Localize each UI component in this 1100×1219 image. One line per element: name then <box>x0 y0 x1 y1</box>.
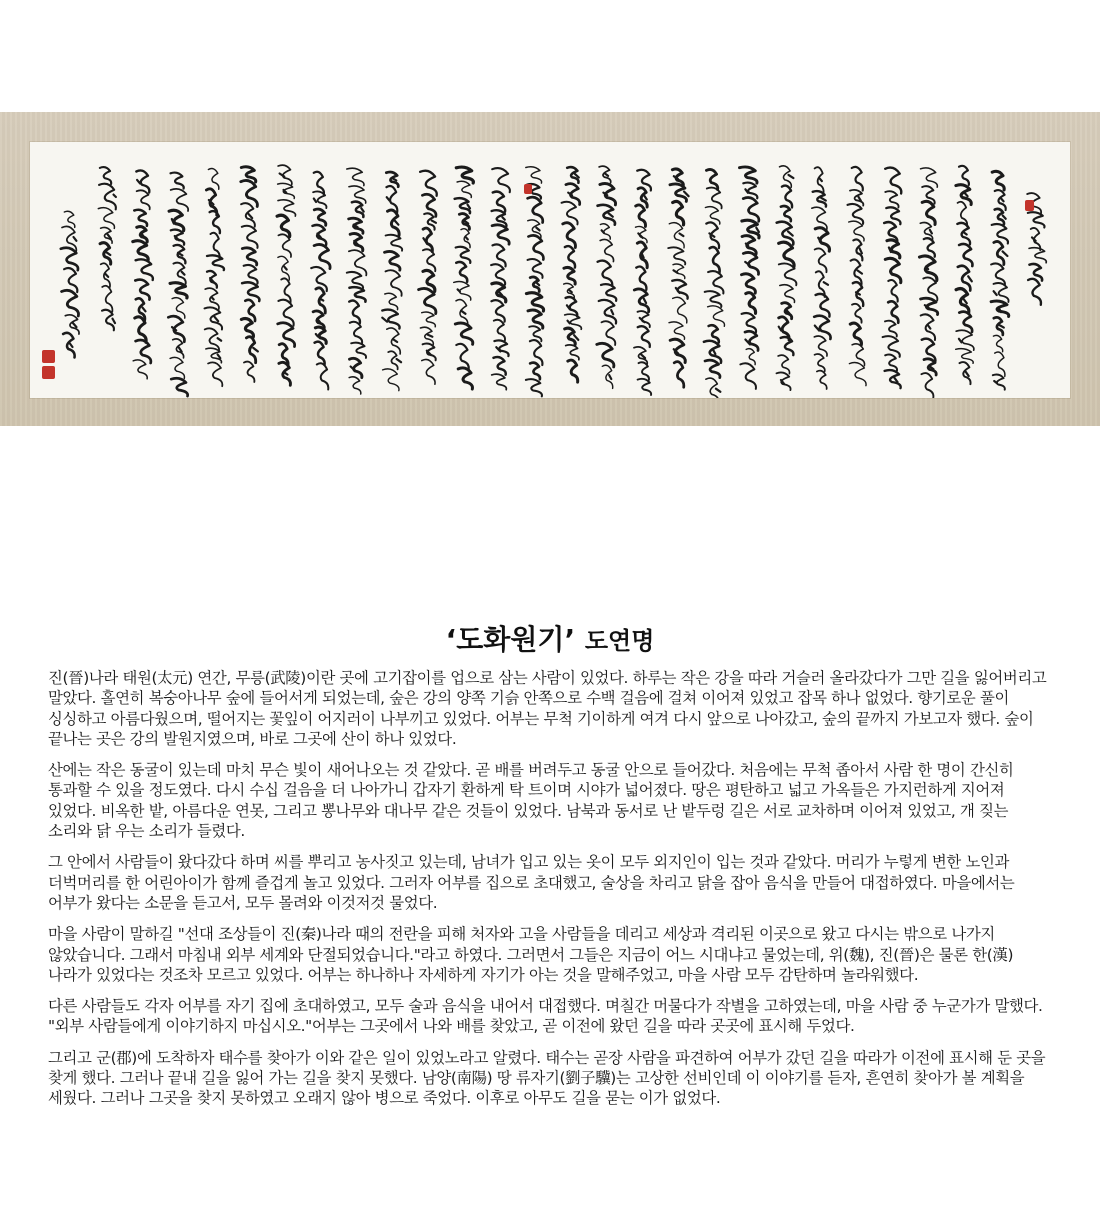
brush-glyph <box>814 336 827 356</box>
brush-glyph <box>816 294 830 317</box>
brush-glyph <box>597 343 614 367</box>
brush-dot <box>609 213 613 216</box>
brush-glyph <box>708 306 725 326</box>
paragraph: 산에는 작은 동굴이 있는데 마치 무슨 빛이 새어나오는 것 같았다. 곧 배를 버려두고 동굴 안으로 들어갔다. 처음에는 무척 좁아서 사람 한 명이 간신히 통과할 수 있을 정도였다. 다시 수십 걸음을 더 나아가니 갑자기 환하게 탁 트이며 시야가 넓어졌다. 땅은 평탄하고 넓고 가옥들은 가지런하게 지어져 있었다. 비옥한 밭, 아름다운 연못, 그리고 뽕나무와 대나무 같은 것들이 있었다. 남북과 동서로 난 밭두렁 길은 서로 교차하며 이어져 있었고, 개 짖는 소리와 닭 우는 소리가 들렸다. <box>48 761 1014 841</box>
brush-dot <box>284 372 288 374</box>
brush-glyph <box>956 349 974 364</box>
brush-glyph <box>673 297 687 323</box>
brush-dot <box>645 196 647 199</box>
brush-dot <box>536 228 539 231</box>
brush-glyph <box>1029 248 1046 263</box>
brush-glyph <box>64 211 75 227</box>
brush-dot <box>382 318 387 322</box>
brush-dot <box>965 193 968 196</box>
brush-glyph <box>779 263 797 285</box>
brush-dot <box>114 195 116 197</box>
seal-stamp-top <box>1025 200 1034 211</box>
brush-glyph <box>599 300 616 324</box>
brush-glyph <box>674 362 684 388</box>
brush-glyph <box>922 201 935 224</box>
brush-glyph <box>639 362 650 380</box>
brush-glyph <box>278 234 291 257</box>
brush-glyph <box>492 168 510 192</box>
brush-dot <box>218 355 221 359</box>
brush-dot <box>641 354 645 358</box>
brush-glyph <box>959 244 972 266</box>
brush-glyph <box>455 323 473 344</box>
brush-glyph <box>419 288 436 313</box>
brush-glyph <box>208 169 218 190</box>
brush-glyph <box>673 201 684 225</box>
brush-glyph <box>956 289 969 313</box>
brush-glyph <box>526 293 543 311</box>
brush-glyph <box>780 285 795 303</box>
brush-glyph <box>63 333 75 358</box>
article-heading <box>0 618 1100 658</box>
brush-glyph <box>742 274 756 293</box>
brush-dot <box>611 310 613 314</box>
brush-dot <box>253 348 257 352</box>
brush-dot <box>105 273 108 277</box>
brush-dot <box>218 338 222 341</box>
brush-dot <box>395 221 398 225</box>
brush-dot <box>502 217 504 220</box>
brush-glyph <box>171 189 189 211</box>
brush-glyph <box>133 241 148 261</box>
brush-dot <box>361 208 363 211</box>
brush-dot <box>432 220 436 222</box>
brush-glyph <box>600 183 616 204</box>
brush-glyph <box>135 317 146 343</box>
brush-dot <box>113 319 116 324</box>
brush-glyph <box>602 321 616 345</box>
brush-glyph <box>386 270 402 296</box>
brush-glyph <box>458 368 472 389</box>
brush-glyph <box>351 343 366 358</box>
brush-glyph <box>778 355 789 374</box>
brush-dot <box>964 299 967 303</box>
brush-dot <box>465 237 467 240</box>
brush-dot <box>316 334 318 336</box>
brush-dot <box>1001 199 1003 202</box>
brush-glyph <box>529 326 541 341</box>
brush-glyph <box>563 223 576 248</box>
brush-glyph <box>883 336 900 357</box>
brush-glyph <box>746 349 755 365</box>
brush-glyph <box>207 255 224 270</box>
paragraph: 다른 사람들도 각자 어부를 자기 집에 초대하였고, 모두 술과 음식을 내어서 대접했다. 며칠간 머물다가 작별을 고하였는데, 마을 사람 중 누군가가 말했다. "외부 사람들에게 이야기하지 마십시오."어부는 그곳에서 나와 배를 찾았고, 곧 이전에 왔던 길을 따라 곳곳에 표시해 두었다. <box>48 997 1043 1036</box>
brush-dot <box>968 276 972 281</box>
article-title: ‘도화원기’ <box>445 623 576 656</box>
brush-dot <box>1003 216 1006 219</box>
brush-dot <box>684 192 689 197</box>
brush-glyph <box>242 248 256 265</box>
brush-dot <box>994 381 997 383</box>
brush-glyph <box>852 167 863 191</box>
brush-glyph <box>995 190 1006 210</box>
brush-glyph <box>1028 279 1041 305</box>
brush-glyph <box>347 168 364 185</box>
brush-dot <box>574 335 578 340</box>
brush-glyph <box>171 173 184 189</box>
brush-glyph <box>817 371 827 389</box>
brush-glyph <box>746 293 756 314</box>
brush-glyph <box>921 298 938 314</box>
paragraph: 진(晉)나라 태원(太元) 연간, 무릉(武陵)이란 곳에 고기잡이를 업으로 삼는 사람이 있었다. 하루는 작은 강을 따라 거슬러 올라갔다가 그만 길을 잃어버리고 말았다. 홀연히 복숭아나무 숲에 들어서게 되었는데, 숲은 강의 양쪽 기슭 안쪽으로 수백 걸음에 걸쳐 이어져 있었고 잡목 하나 없었다. 향기로운 풀이 싱싱하고 아름다웠으며, 떨어지는 꽃잎이 어지러이 나부끼고 있었다. 어부는 무척 기이하게 여겨 다시 앞으로 나아갔고, 숲의 끝까지 가보고자 했다. 숲이 끝나는 곳은 강의 발원지였으며, 바로 그곳에 산이 하나 있었다. <box>48 669 1047 748</box>
brush-dot <box>428 335 433 337</box>
brush-glyph <box>526 167 542 183</box>
brush-glyph <box>921 314 935 340</box>
brush-glyph <box>493 192 505 212</box>
brush-glyph <box>530 363 540 380</box>
brush-glyph <box>565 328 576 345</box>
brush-dot <box>994 291 997 295</box>
brush-glyph <box>171 378 187 396</box>
brush-dot <box>569 290 572 293</box>
brush-dot <box>928 325 930 328</box>
brush-glyph <box>600 239 613 261</box>
brush-glyph <box>781 206 791 221</box>
brush-glyph <box>601 284 616 301</box>
brush-glyph <box>888 280 897 302</box>
article-author: 도연명 <box>584 627 655 655</box>
brush-dot <box>680 234 684 237</box>
brush-dot <box>605 173 609 176</box>
brush-glyph <box>314 209 326 225</box>
brush-glyph <box>636 226 648 242</box>
brush-glyph <box>349 301 360 324</box>
brush-glyph <box>636 205 646 227</box>
brush-glyph <box>598 205 615 225</box>
calligraphy-scroll-photo <box>0 112 1100 426</box>
brush-dot <box>468 205 471 209</box>
brush-glyph <box>566 345 579 360</box>
brush-dot <box>387 197 390 200</box>
brush-dot <box>820 178 822 181</box>
brush-glyph <box>61 248 78 270</box>
brush-glyph <box>742 313 756 332</box>
brush-glyph <box>634 289 648 312</box>
brush-glyph <box>562 202 578 225</box>
brush-dot <box>713 350 715 354</box>
seal-stamp-bottom-1 <box>42 350 55 363</box>
brush-dot <box>644 299 646 303</box>
brush-glyph <box>242 226 258 248</box>
brush-glyph <box>100 167 111 184</box>
brush-glyph <box>494 320 505 341</box>
brush-glyph <box>102 286 112 312</box>
brush-glyph <box>992 224 1008 244</box>
brush-glyph <box>456 167 473 183</box>
brush-glyph <box>168 316 184 342</box>
brush-glyph <box>885 168 901 194</box>
brush-dot <box>568 321 570 324</box>
brush-glyph <box>350 322 362 344</box>
brush-dot <box>461 311 465 314</box>
brush-glyph <box>1028 212 1045 227</box>
brush-glyph <box>638 326 650 347</box>
brush-glyph <box>491 300 504 322</box>
brush-glyph <box>205 307 223 329</box>
brush-glyph <box>992 171 1004 190</box>
brush-glyph <box>134 210 147 226</box>
brush-dot <box>638 233 642 237</box>
brush-dot <box>248 213 252 218</box>
brush-glyph <box>385 293 398 309</box>
brush-glyph <box>277 215 290 237</box>
brush-dot <box>212 297 214 299</box>
brush-glyph <box>782 186 792 208</box>
brush-dot <box>609 375 611 379</box>
brush-glyph <box>959 166 969 185</box>
brush-glyph <box>528 235 543 259</box>
brush-glyph <box>995 352 1005 376</box>
brush-dot <box>756 228 759 232</box>
brush-glyph <box>849 221 864 241</box>
brush-glyph <box>850 323 861 345</box>
brush-glyph <box>885 370 901 388</box>
brush-dot <box>70 343 73 347</box>
brush-glyph <box>64 268 77 292</box>
brush-glyph <box>705 360 720 377</box>
brush-glyph <box>565 246 575 268</box>
brush-glyph <box>98 208 114 229</box>
brush-glyph <box>278 256 289 280</box>
brush-glyph <box>457 181 471 197</box>
brush-dot <box>284 266 287 269</box>
brush-glyph <box>62 290 79 316</box>
brush-glyph <box>492 225 509 244</box>
brush-glyph <box>706 169 717 189</box>
paragraph: 마을 사람이 말하길 "선대 조상들이 진(秦)나라 때의 전란을 피해 처자와 고을 사람들을 데리고 세상과 격리된 이곳으로 왔고 다시는 밖으로 나가지 않았습니다. 그래서 마침내 외부 세계와 단절되었습니다."라고 하였다. 그러면서 그들은 지금이 어느 시대냐고 물었는데, 위(魏), 진(晉)은 물론 한(漢)나라가 있었다는 것조차 모르고 있었다. 어부는 하나하나 자세하게 자기가 아는 것을 말해주었고, 마을 사람 모두 감탄하며 놀라워했다. <box>48 925 1014 984</box>
brush-glyph <box>456 262 467 282</box>
brush-glyph <box>781 337 794 355</box>
brush-glyph <box>710 247 720 272</box>
brush-glyph <box>707 188 722 209</box>
brush-glyph <box>241 319 253 337</box>
brush-glyph <box>924 238 935 256</box>
brush-glyph <box>388 351 397 369</box>
brush-dot <box>314 199 316 203</box>
brush-glyph <box>740 167 758 183</box>
brush-glyph <box>528 310 543 328</box>
brush-glyph <box>668 247 685 264</box>
brush-glyph <box>960 362 971 384</box>
brush-glyph <box>672 280 687 299</box>
brush-glyph <box>385 251 400 270</box>
brush-glyph <box>528 197 543 222</box>
brush-glyph <box>885 191 898 207</box>
brush-glyph <box>812 207 827 229</box>
brush-glyph <box>317 363 329 389</box>
brush-glyph <box>528 259 543 278</box>
brush-dot <box>393 339 397 342</box>
brush-glyph <box>314 244 330 268</box>
brush-dot <box>860 248 862 253</box>
brush-dot <box>143 308 146 312</box>
brush-dot <box>182 272 185 275</box>
brush-glyph <box>885 258 901 282</box>
brush-dot <box>779 327 782 331</box>
brush-dot <box>716 389 721 392</box>
brush-glyph <box>133 360 147 379</box>
brush-dot <box>137 180 140 184</box>
calligraphy-paper <box>30 142 1070 398</box>
brush-dot <box>789 175 794 178</box>
brush-dot <box>393 178 397 180</box>
brush-dot <box>821 198 826 201</box>
brush-glyph <box>422 359 435 384</box>
brush-glyph <box>349 377 361 394</box>
brush-glyph <box>101 227 113 243</box>
calligraphy-ink-strokes <box>30 142 1070 398</box>
brush-glyph <box>137 190 150 209</box>
brush-glyph <box>636 266 646 289</box>
paragraph: 그리고 군(郡)에 도착하자 태수를 찾아가 이와 같은 일이 있었노라고 알렸다. 태수는 곧장 사람을 파견하여 어부가 갔던 길을 따라가 이전에 표시해 둔 곳을 찾게 했다. 그러나 끝내 길을 잃어 가는 길을 찾지 못했다. 남양(南陽) 땅 류자기(劉子驥)는 고상한 선비인데 이 이야기를 듣자, 흔연히 찾아가 볼 계획을 세웠다. 그러나 그곳을 찾지 못하였고 오래지 않아 병으로 죽었다. 이후로 아무도 길을 묻는 이가 없었다. <box>48 1048 1046 1108</box>
brush-glyph <box>743 198 759 222</box>
brush-glyph <box>638 311 650 327</box>
brush-glyph <box>420 171 437 196</box>
brush-dot <box>963 232 966 234</box>
brush-glyph <box>492 374 507 390</box>
brush-dot <box>537 283 539 285</box>
brush-dot <box>106 252 111 255</box>
brush-glyph <box>456 247 471 263</box>
brush-glyph <box>815 248 827 272</box>
brush-glyph <box>170 357 184 378</box>
article-body <box>48 668 1048 1120</box>
brush-glyph <box>387 328 400 354</box>
brush-glyph <box>669 322 685 339</box>
brush-glyph <box>994 241 1004 264</box>
brush-glyph <box>244 265 258 284</box>
brush-glyph <box>921 168 938 187</box>
brush-dot <box>966 372 969 377</box>
brush-glyph <box>885 355 897 371</box>
brush-glyph <box>959 312 972 332</box>
brush-glyph <box>815 354 825 371</box>
brush-glyph <box>564 267 575 284</box>
brush-glyph <box>888 301 898 323</box>
brush-glyph <box>670 339 685 362</box>
brush-dot <box>788 231 793 235</box>
brush-glyph <box>383 369 399 391</box>
brush-glyph <box>456 344 468 370</box>
brush-dot <box>930 230 932 234</box>
brush-dot <box>74 237 77 241</box>
brush-glyph <box>530 340 543 365</box>
brush-glyph <box>136 259 153 280</box>
brush-glyph <box>777 372 791 390</box>
brush-glyph <box>885 321 897 337</box>
brush-glyph <box>493 244 506 266</box>
brush-glyph <box>993 335 1002 351</box>
brush-glyph <box>598 261 613 286</box>
seal-stamp-bottom-2 <box>42 366 55 379</box>
brush-glyph <box>210 211 220 233</box>
brush-dot <box>1003 251 1008 256</box>
seal-stamp-mid <box>524 184 532 194</box>
brush-glyph <box>242 282 259 301</box>
brush-dot <box>73 323 77 327</box>
brush-glyph <box>99 184 116 210</box>
brush-glyph <box>208 362 222 386</box>
brush-glyph <box>454 282 471 301</box>
brush-dot <box>959 339 962 343</box>
brush-dot <box>824 282 828 285</box>
brush-glyph <box>315 342 325 365</box>
brush-glyph <box>708 271 723 293</box>
brush-dot <box>999 325 1004 328</box>
brush-glyph <box>170 283 187 298</box>
brush-glyph <box>65 315 79 334</box>
brush-glyph <box>705 291 722 307</box>
brush-glyph <box>526 379 542 396</box>
brush-glyph <box>705 207 719 224</box>
brush-dot <box>215 317 219 321</box>
brush-glyph <box>638 379 652 395</box>
brush-glyph <box>422 312 436 327</box>
brush-glyph <box>386 235 403 251</box>
paragraph: 그 안에서 사람들이 왔다갔다 하며 씨를 뿌리고 농사짓고 있는데, 남녀가 입고 있는 옷이 모두 외지인이 입는 것과 같았다. 머리가 누렇게 변한 노인과 더벅머리를 한 어린아이가 함께 즐겁게 놀고 있었다. 그러자 어부를 집으로 초대했고, 술상을 차리고 닭을 잡아 음식을 만들어 대접하였다. 마을에서는 어부가 왔다는 소문을 듣고서, 모두 몰려와 이것저것 물었다. <box>48 853 1015 912</box>
brush-glyph <box>852 304 862 323</box>
brush-glyph <box>494 357 506 375</box>
brush-glyph <box>740 363 756 389</box>
brush-glyph <box>244 362 254 382</box>
brush-glyph <box>849 363 866 386</box>
brush-dot <box>857 270 862 273</box>
brush-glyph <box>921 373 933 398</box>
brush-glyph <box>171 230 184 245</box>
brush-glyph <box>423 249 435 271</box>
brush-dot <box>397 359 402 362</box>
brush-glyph <box>568 360 578 382</box>
brush-glyph <box>135 280 149 300</box>
